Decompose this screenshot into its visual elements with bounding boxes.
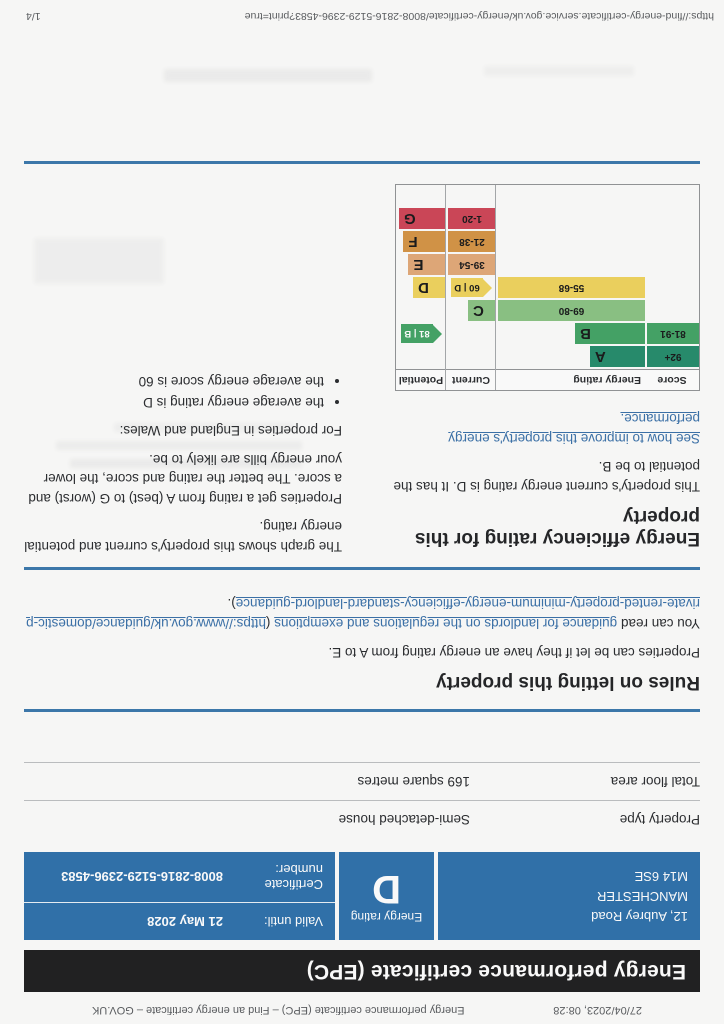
- print-page-title: Energy performance certificate (EPC) – Find an energy certificate – GOV.UK: [92, 1004, 465, 1016]
- chart-potential-cell: [496, 185, 645, 206]
- chart-score-cell: 1-20: [448, 208, 496, 229]
- rating-section-columns: [24, 184, 700, 565]
- floor-area-value: 169 square metres: [357, 773, 470, 789]
- chart-score-cell: 81-91: [647, 323, 699, 344]
- valid-until-label: Valid until:: [263, 913, 323, 929]
- landlord-guidance-link[interactable]: guidance for landlords on the regulations and exemptions: [274, 616, 618, 632]
- rules-section-heading: Rules on letting this property: [436, 671, 700, 693]
- chart-band-row: [396, 254, 446, 275]
- graph-explain-paragraph-1: The graph shows this property's current and potential energy rating.: [24, 519, 342, 554]
- chart-band-bar-D: D: [413, 277, 446, 298]
- list-item: • the average energy score is 60: [24, 371, 324, 391]
- chart-band-bar-F: F: [404, 231, 447, 252]
- certificate-number-value: 8008-2816-5129-2396-4583: [61, 869, 223, 885]
- rules-paragraph-2-paren: (: [265, 616, 275, 632]
- chart-header-potential: Potential: [396, 369, 446, 390]
- scan-bleedthrough-artifact: [484, 66, 634, 76]
- chart-band-row: [396, 231, 446, 252]
- print-datetime: 27/04/2023, 08:28: [553, 1004, 642, 1016]
- valid-until-row: [24, 903, 335, 940]
- chart-header-current: Current: [446, 369, 496, 390]
- print-footer-url: https://find-energy-certificate.service.gov.uk/energy-certificate/8008-2816-5129-2396-4583?print=true: [244, 10, 714, 22]
- valid-until-value: 21 May 2028: [147, 913, 223, 929]
- chart-band-row: [446, 300, 496, 321]
- chart-current-cell: [645, 208, 699, 229]
- floor-area-label: Total floor area: [610, 773, 700, 789]
- chart-potential-cell: [645, 300, 699, 321]
- epc-rating-chart: [395, 184, 700, 391]
- browser-print-footer: [26, 10, 714, 22]
- document-content: [0, 161, 724, 1024]
- chart-current-cell: [645, 231, 699, 252]
- summary-banner: [24, 852, 700, 940]
- chart-band-bar-B: B: [575, 323, 645, 344]
- energy-rating-letter: D: [372, 866, 401, 911]
- chart-band-row: [496, 323, 645, 344]
- chart-band-bar-C: C: [468, 300, 496, 321]
- chart-score-cell: 21-38: [448, 231, 496, 252]
- energy-rating-box: [339, 852, 434, 940]
- section-divider: [24, 567, 700, 570]
- validity-box: [24, 852, 335, 940]
- chart-current-cell: [446, 346, 496, 367]
- table-row: [24, 762, 700, 800]
- property-details-table: [24, 762, 700, 838]
- chart-header-energy-rating: Energy rating: [496, 369, 645, 390]
- potential-rating-arrow: 81 | B: [401, 324, 433, 343]
- current-rating-arrow: 60 | D: [451, 278, 483, 297]
- certificate-number-label: Certificate number:: [264, 861, 323, 892]
- section-divider: [24, 709, 700, 712]
- chart-potential-cell: [645, 277, 699, 298]
- print-footer-page-number: 1/4: [26, 10, 41, 22]
- chart-potential-cell: [496, 254, 645, 275]
- improve-link-paragraph: [392, 409, 700, 448]
- rules-paragraph-2: [24, 594, 700, 633]
- address-line-3: M14 6SE: [634, 868, 688, 884]
- average-rating-list: [24, 371, 342, 412]
- chart-score-cell: 69-80: [498, 300, 645, 321]
- chart-score-cell: 39-54: [448, 254, 496, 275]
- scan-bleedthrough-artifact: [164, 69, 372, 82]
- table-row: [24, 800, 700, 838]
- rating-paragraph-1: This property's current energy rating is D. It has the potential to be B.: [393, 459, 700, 494]
- section-divider: [24, 161, 700, 164]
- chart-potential-cell: [396, 346, 446, 367]
- energy-rating-label: Energy rating: [350, 909, 423, 924]
- chart-potential-cell: [496, 208, 645, 229]
- chart-current-cell: [645, 185, 699, 206]
- rules-paragraph-1: Properties can be let if they have an energy rating from A to E.: [328, 644, 700, 660]
- property-type-label: Property type: [619, 811, 700, 827]
- rating-section-heading: Energy efficiency rating for this property: [414, 505, 700, 549]
- chart-band-bar-G: G: [399, 208, 446, 229]
- chart-column-divider: [495, 185, 496, 390]
- graph-explain-paragraph-3: For properties in England and Wales:: [119, 423, 342, 439]
- chart-score-cell: 92+: [647, 346, 699, 367]
- chart-potential-cell: [496, 231, 645, 252]
- browser-print-header: [24, 1004, 700, 1016]
- improve-property-link[interactable]: See how to improve this property's energy performance.: [448, 411, 700, 446]
- chart-band-row: [496, 346, 645, 367]
- epc-title-banner: Energy performance certificate (EPC): [24, 950, 700, 992]
- graph-explain-paragraph-2: Properties get a rating from A (best) to G (worst) and a score. The better the rating and score, the lower your energy bills are likely to be.: [28, 451, 342, 506]
- chart-column-divider: [445, 185, 446, 390]
- rating-left-column: [392, 184, 700, 565]
- chart-band-row: [396, 277, 446, 298]
- chart-current-cell: [396, 300, 446, 321]
- rules-paragraph-2-suffix: ).: [227, 596, 236, 612]
- list-item: • the average energy rating is D: [24, 391, 324, 411]
- chart-current-cell: [645, 254, 699, 275]
- rules-paragraph-2-text: You can read: [617, 616, 700, 632]
- rating-right-column: [24, 184, 342, 565]
- chart-band-bar-E: E: [409, 254, 447, 275]
- chart-header-score: Score: [645, 369, 699, 390]
- chart-band-bar-A: A: [590, 346, 645, 367]
- property-type-value: Semi-detached house: [338, 811, 470, 827]
- chart-band-row: [396, 208, 446, 229]
- certificate-number-row: [24, 852, 335, 903]
- landlord-guidance-url-link[interactable]: https://www.gov.uk/guidance/domestic-private-rented-property-minimum-energy-efficiency-standard-landlord-guidance: [26, 596, 700, 632]
- chart-score-cell: 55-68: [498, 277, 645, 298]
- address-line-2: MANCHESTER: [596, 888, 688, 904]
- address-line-1: 12, Aubrey Road: [591, 909, 688, 924]
- chart-current-cell: [446, 323, 496, 344]
- property-address: [438, 852, 700, 940]
